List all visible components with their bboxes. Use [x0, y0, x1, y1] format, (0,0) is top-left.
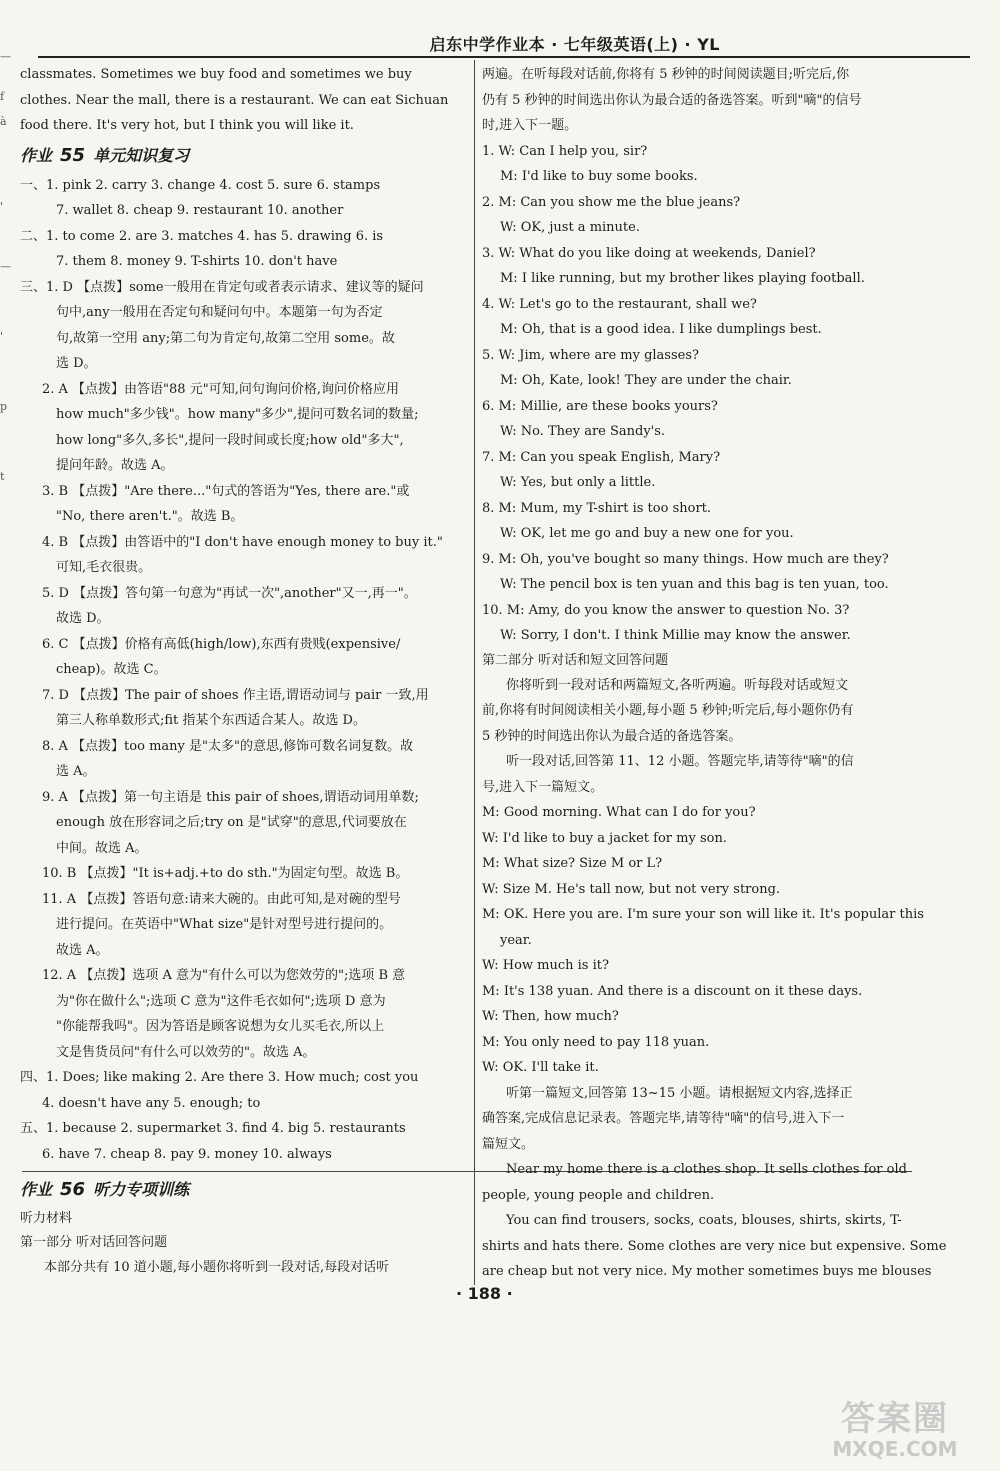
hw55-number: 55 — [60, 144, 86, 166]
text-line: are cheap but not very nice. My mother sometimes buys me blouses — [482, 1264, 932, 1279]
text-line: cheap)。故选 C。 — [56, 662, 167, 677]
text-line: people, young people and children. — [482, 1187, 715, 1203]
left-column — [20, 62, 470, 1281]
edge-mark: p — [0, 400, 8, 413]
text-line: 第一部分 听对话回答问题 — [20, 1235, 168, 1250]
text-line: Near my home there is a clothes shop. It sells clothes for old — [506, 1162, 907, 1177]
text-line: 12. A 【点拨】选项 A 意为"有什么可以为您效劳的";选项 B 意 — [42, 968, 406, 983]
text-line: "你能帮我吗"。因为答语是顾客说想为女儿买毛衣,所以上 — [56, 1019, 385, 1034]
text-line: 仍有 5 秒钟的时间选出你认为最合适的备选答案。听到"嘀"的信号 — [482, 92, 862, 108]
text-line: M: Oh, that is a good idea. I like dumplings best. — [500, 322, 822, 337]
text-line: 8. A 【点拨】too many 是"太多"的意思,修饰可数名词复数。故 — [42, 738, 414, 754]
text-line: 6. C 【点拨】价格有高低(high/low),东西有贵贱(expensive/ — [42, 636, 401, 652]
hw56-title — [20, 1175, 470, 1205]
text-line: W: OK. I'll take it. — [482, 1060, 599, 1075]
text-line: 第三人称单数形式;fit 指某个东西适合某人。故选 D。 — [56, 713, 366, 728]
text-line: W: Size M. He's tall now, but not very strong. — [482, 881, 781, 897]
text-line: 10. B 【点拨】"It is+adj.+to do sth."为固定句型。故选 B。 — [42, 866, 409, 881]
watermark-logo: 答案圈 — [841, 1399, 949, 1439]
text-line: M: Oh, Kate, look! They are under the chair. — [500, 373, 792, 388]
text-line: 11. A 【点拨】答语句意:请来大碗的。由此可知,是对碗的型号 — [42, 891, 401, 907]
text-line: M: I'd like to buy some books. — [500, 169, 698, 184]
header-title: 启东中学作业本 · 七年级英语(上) · YL — [429, 35, 720, 54]
text-line: clothes. Near the mall, there is a restaurant. We can eat Sichuan — [20, 92, 449, 108]
text-line: 10. M: Amy, do you know the answer to question No. 3? — [482, 602, 850, 618]
text-line: M: I like running, but my brother likes playing football. — [500, 271, 865, 286]
text-line: 1. W: Can I help you, sir? — [482, 143, 648, 159]
text-line: 4. doesn't have any 5. enough; to — [42, 1095, 261, 1111]
text-line: 听第一篇短文,回答第 13~15 小题。请根据短文内容,选择正 — [506, 1085, 853, 1101]
text-line: "No, there aren't."。故选 B。 — [56, 509, 244, 524]
text-line: 9. A 【点拨】第一句主语是 this pair of shoes,谓语动词用单数; — [42, 789, 419, 805]
text-line: 四、1. Does; like making 2. Are there 3. How much; cost you — [20, 1070, 419, 1085]
text-line: 号,进入下一篇短文。 — [482, 779, 604, 795]
text-line: 听一段对话,回答第 11、12 小题。答题完毕,请等待"嘀"的信 — [506, 754, 854, 769]
text-line: M: What size? Size M or L? — [482, 856, 663, 871]
watermark — [800, 1400, 990, 1465]
text-line: how long"多久,多长",提问一段时间或长度;how old"多大", — [56, 432, 404, 448]
text-line: 进行提问。在英语中"What size"是针对型号进行提问的。 — [56, 917, 393, 932]
text-line: 2. M: Can you show me the blue jeans? — [482, 194, 741, 210]
hw55-answers — [20, 173, 470, 1168]
text-line: food there. It's very hot, but I think you will like it. — [20, 118, 354, 133]
text-line: 选 A。 — [56, 764, 96, 779]
text-line: 前,你将有时间阅读相关小题,每小题 5 秒钟;听完后,每小题你仍有 — [482, 703, 854, 718]
text-line: 三、1. D 【点拨】some一般用在肯定句或者表示请求、建议等的疑问 — [20, 279, 424, 295]
hw55-prefix: 作业 — [20, 145, 53, 165]
listening-material — [482, 62, 947, 1285]
hw56-name: 听力专项训练 — [93, 1180, 190, 1199]
page-header — [38, 30, 970, 58]
text-line: W: I'd like to buy a jacket for my son. — [482, 830, 727, 846]
text-line: 你将听到一段对话和两篇短文,各听两遍。听每段对话或短文 — [506, 677, 849, 693]
hw56-intro — [20, 1207, 470, 1281]
hw55-name: 单元知识复习 — [93, 145, 190, 165]
text-line: 一、1. pink 2. carry 3. change 4. cost 5. sure 6. stamps — [20, 177, 381, 193]
text-line: 5 秒钟的时间选出你认为最合适的备选答案。 — [482, 728, 742, 744]
text-line: 2. A 【点拨】由答语"88 元"可知,问句询问价格,询问价格应用 — [42, 381, 399, 397]
text-line: W: OK, just a minute. — [500, 220, 640, 235]
text-line: 9. M: Oh, you've bought so many things. How much are they? — [482, 551, 889, 567]
text-line: You can find trousers, socks, coats, blouses, shirts, skirts, T- — [506, 1213, 902, 1228]
text-line: classmates. Sometimes we buy food and sometimes we buy — [20, 67, 412, 82]
left-edge-marks — [0, 50, 10, 550]
text-line: 7. wallet 8. cheap 9. restaurant 10. another — [56, 203, 344, 218]
text-line: 时,进入下一题。 — [482, 118, 578, 133]
text-line: 4. W: Let's go to the restaurant, shall we? — [482, 296, 757, 312]
text-line: 7. M: Can you speak English, Mary? — [482, 449, 721, 465]
text-line: 两遍。在听每段对话前,你将有 5 秒钟的时间阅读题目;听完后,你 — [482, 67, 850, 82]
text-line: M: Good morning. What can I do for you? — [482, 805, 756, 820]
hw55-title — [20, 141, 470, 171]
watermark-url: MXQE.COM — [832, 1437, 958, 1461]
text-line: 为"你在做什么";选项 C 意为"这件毛衣如何";选项 D 意为 — [56, 993, 386, 1009]
edge-mark: — — [0, 50, 11, 63]
text-line: 5. D 【点拨】答句第一句意为"再试一次",another"又一,再一"。 — [42, 585, 417, 601]
text-line: shirts and hats there. Some clothes are very nice but expensive. Some — [482, 1238, 947, 1254]
text-line: 3. B 【点拨】"Are there..."句式的答语为"Yes, there are."或 — [42, 483, 410, 499]
hw56-prefix: 作业 — [20, 1180, 53, 1199]
right-column — [482, 62, 947, 1285]
text-line: 4. B 【点拨】由答语中的"I don't have enough money to buy it." — [42, 534, 443, 550]
text-line: 6. have 7. cheap 8. pay 9. money 10. always — [42, 1146, 332, 1162]
column-divider — [474, 60, 475, 1285]
text-line: 句中,any一般用在否定句和疑问句中。本题第一句为否定 — [56, 305, 383, 320]
text-line: 中间。故选 A。 — [56, 840, 148, 856]
edge-mark: ' — [0, 330, 4, 343]
text-line: enough 放在形容词之后;try on 是"试穿"的意思,代词要放在 — [56, 815, 407, 830]
page-number: · 188 · — [456, 1284, 513, 1303]
text-line: 故选 A。 — [56, 942, 109, 958]
text-line: 提问年龄。故选 A。 — [56, 458, 174, 473]
text-line: W: No. They are Sandy's. — [500, 424, 666, 439]
text-line: W: Yes, but only a little. — [500, 475, 656, 490]
text-line: 7. them 8. money 9. T-shirts 10. don't have — [56, 254, 338, 269]
edge-mark: à — [0, 115, 7, 128]
edge-mark: t — [0, 470, 5, 483]
text-line: W: Then, how much? — [482, 1009, 619, 1024]
text-line: M: You only need to pay 118 yuan. — [482, 1034, 710, 1050]
text-line: M: It's 138 yuan. And there is a discount on it these days. — [482, 983, 863, 999]
text-line: 3. W: What do you like doing at weekends, Daniel? — [482, 245, 816, 261]
text-line: W: How much is it? — [482, 958, 609, 973]
text-line: 五、1. because 2. supermarket 3. find 4. big 5. restaurants — [20, 1121, 406, 1136]
edge-mark: f — [0, 90, 5, 103]
hw56-number: 56 — [60, 1179, 86, 1200]
text-line: 本部分共有 10 道小题,每小题你将听到一段对话,每段对话听 — [44, 1260, 390, 1275]
text-line: W: The pencil box is ten yuan and this bag is ten yuan, too. — [500, 577, 889, 592]
text-line: 6. M: Millie, are these books yours? — [482, 398, 718, 414]
text-line: year. — [500, 932, 532, 948]
text-line: 故选 D。 — [56, 611, 110, 626]
text-line: 可知,毛衣很贵。 — [56, 560, 152, 575]
text-line: 7. D 【点拨】The pair of shoes 作主语,谓语动词与 pair 一致,用 — [42, 687, 429, 703]
text-line: 第二部分 听对话和短文回答问题 — [482, 652, 669, 668]
text-line: 8. M: Mum, my T-shirt is too short. — [482, 500, 712, 516]
text-line: 确答案,完成信息记录表。答题完毕,请等待"嘀"的信号,进入下一 — [482, 1111, 845, 1126]
text-line: 5. W: Jim, where are my glasses? — [482, 347, 699, 363]
text-line: how much"多少钱"。how many"多少",提问可数名词的数量; — [56, 407, 419, 422]
text-line: 文是售货员问"有什么可以效劳的"。故选 A。 — [56, 1044, 316, 1060]
text-line: 二、1. to come 2. are 3. matches 4. has 5. drawing 6. is — [20, 228, 384, 244]
edge-mark: ' — [0, 200, 4, 213]
edge-mark: — — [0, 260, 11, 273]
intro-paragraph — [20, 62, 470, 139]
text-line: W: OK, let me go and buy a new one for you. — [500, 526, 794, 541]
text-line: M: OK. Here you are. I'm sure your son will like it. It's popular this — [482, 907, 924, 922]
text-line: 篇短文。 — [482, 1136, 535, 1152]
text-line: 选 D。 — [56, 356, 97, 371]
text-line: W: Sorry, I don't. I think Millie may know the answer. — [500, 628, 851, 643]
text-line: 句,故第一空用 any;第二句为肯定句,故第二空用 some。故 — [56, 330, 395, 346]
text-line: 听力材料 — [20, 1211, 73, 1226]
